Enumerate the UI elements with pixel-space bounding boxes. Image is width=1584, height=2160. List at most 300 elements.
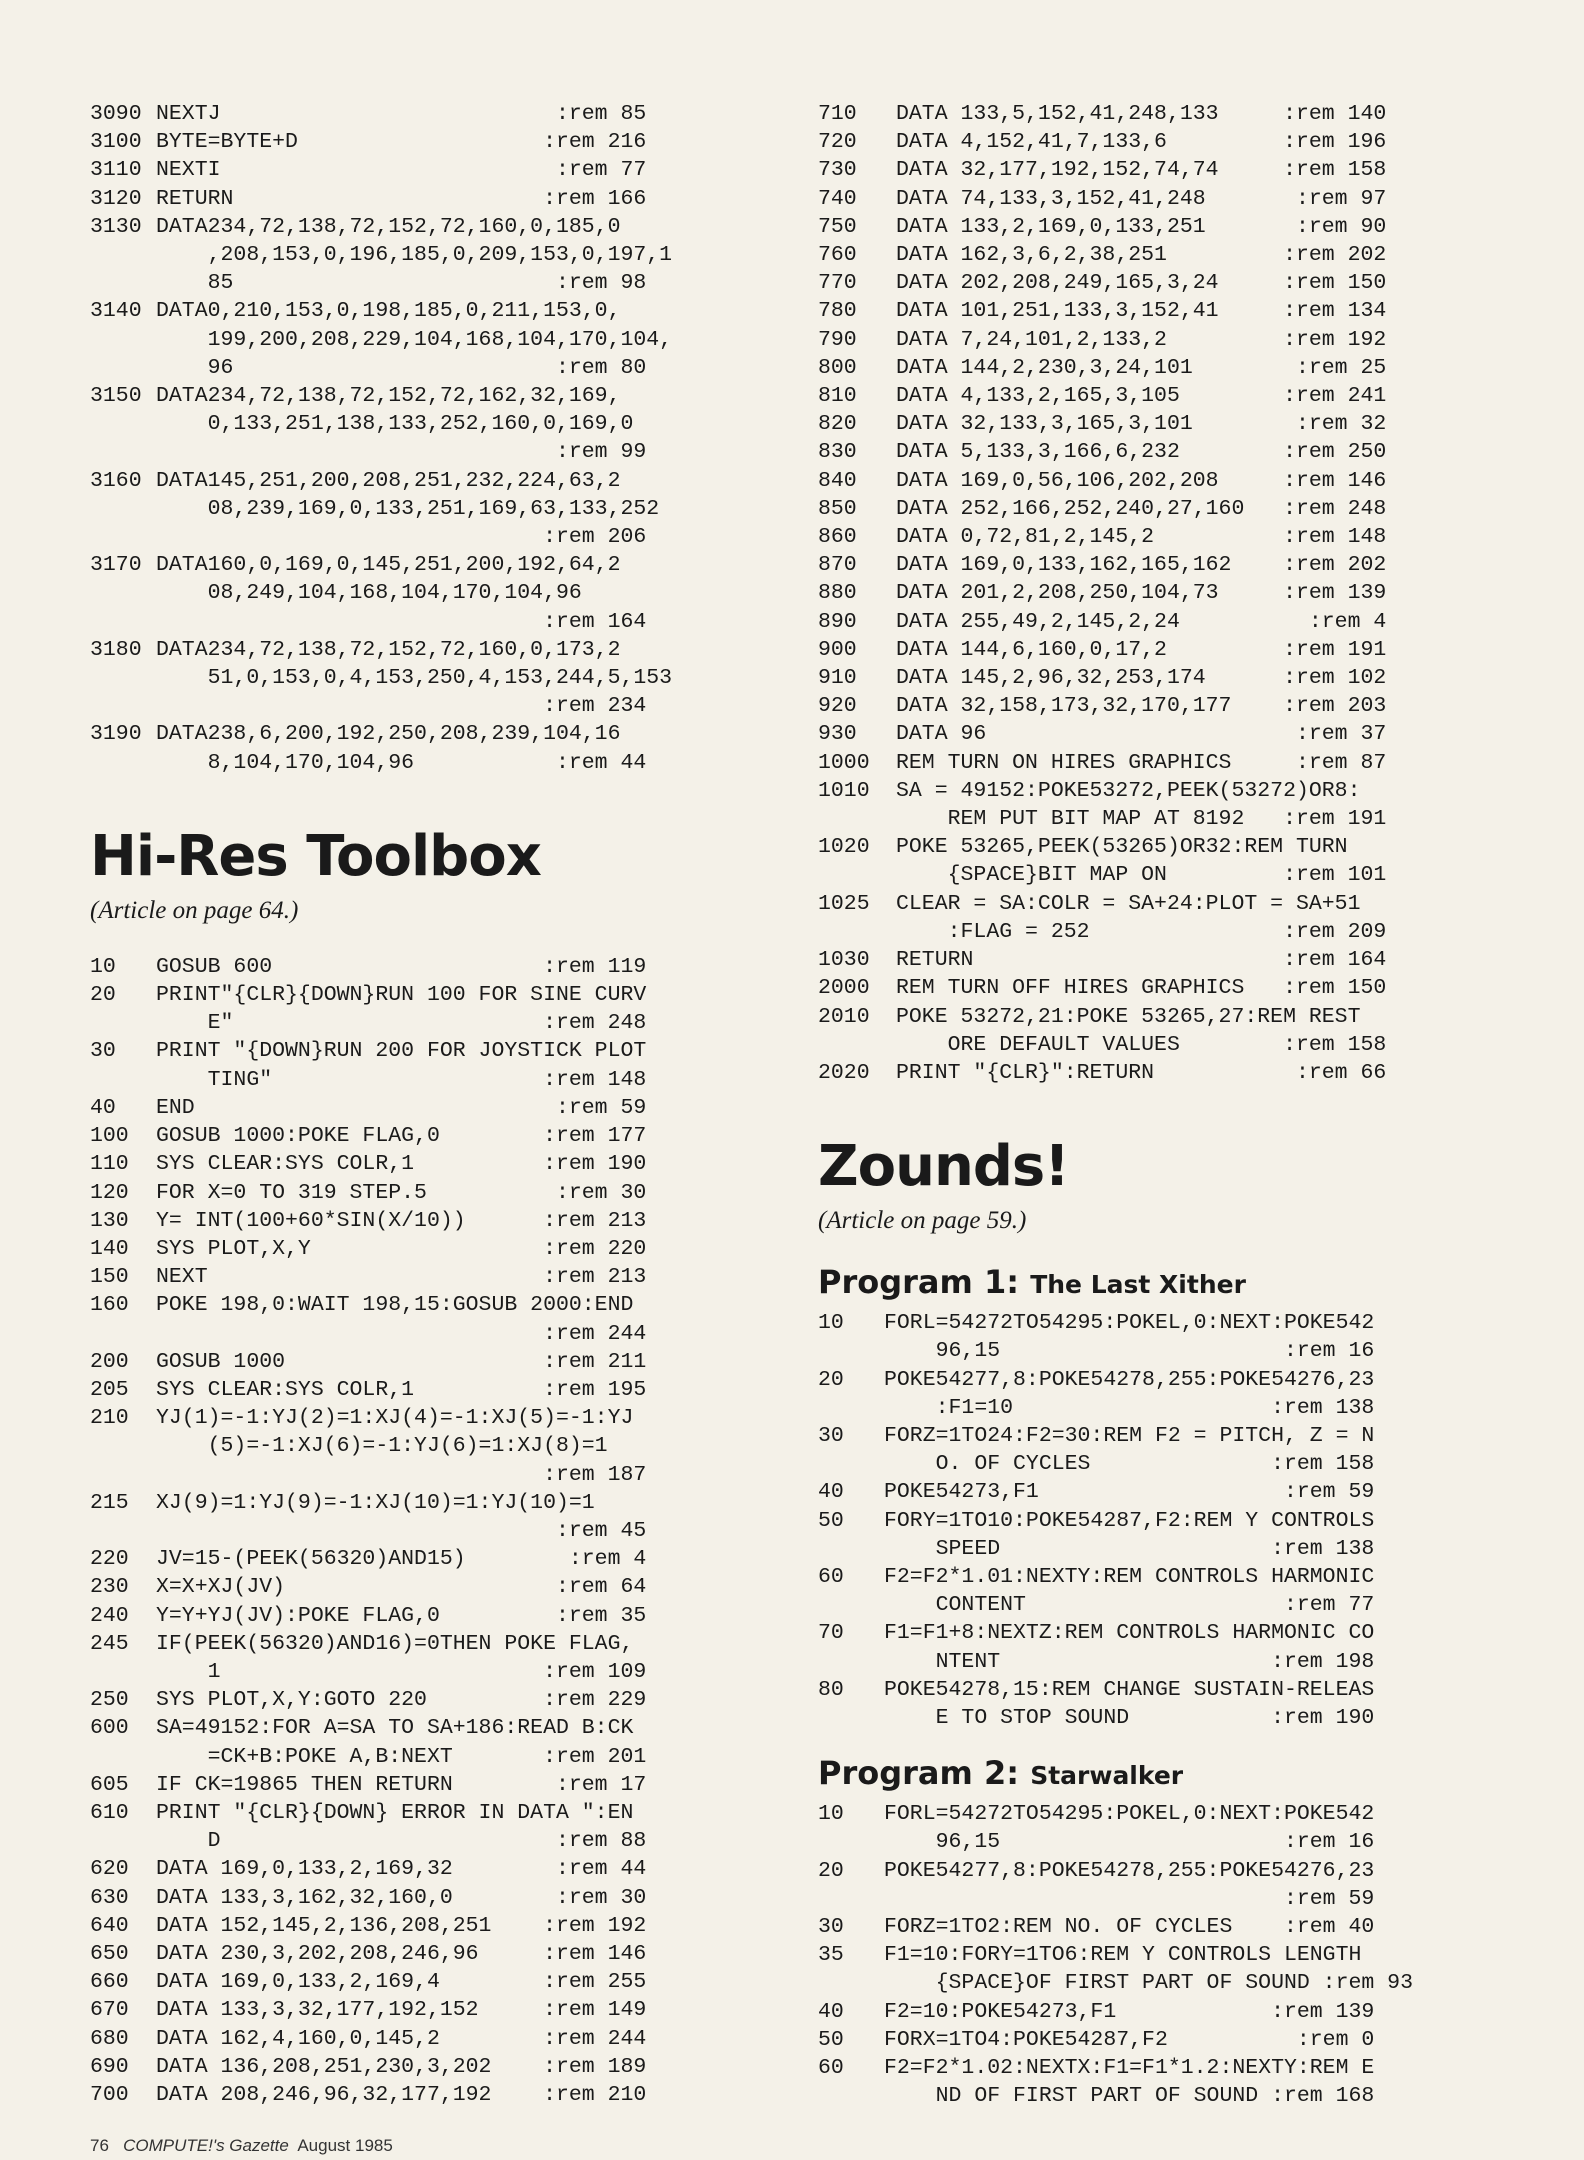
line-statement: DATA 144,6,160,0,17,2 xyxy=(896,637,1284,662)
line-checksum: :rem 250 xyxy=(1283,440,1387,465)
line-checksum: :rem 198 xyxy=(1271,1649,1375,1674)
line-number: 3110 xyxy=(90,158,142,183)
line-number: 120 xyxy=(90,1180,129,1205)
line-statement: DATA 32,158,173,32,170,177 xyxy=(896,694,1284,719)
code-line xyxy=(90,720,780,776)
program-2-listing xyxy=(818,1800,1458,2110)
line-code xyxy=(156,100,780,128)
line-statement: DATA 136,208,251,230,3,202 xyxy=(156,2054,544,2079)
line-statement: DATA 101,251,133,3,152,41 xyxy=(896,299,1284,324)
line-checksum: :rem 139 xyxy=(1271,1999,1375,2024)
line-statement: DATA 145,2,96,32,253,174 xyxy=(896,666,1284,691)
code-line xyxy=(818,1309,1458,1365)
line-number: 30 xyxy=(90,1039,116,1064)
code-line xyxy=(90,1207,780,1235)
line-number: 2020 xyxy=(818,1060,870,1085)
line-code xyxy=(896,495,1458,523)
line-number: 760 xyxy=(818,243,857,268)
line-code xyxy=(896,720,1458,748)
line-number: 3090 xyxy=(90,102,142,126)
line-checksum: :rem 177 xyxy=(543,1124,647,1149)
line-number: 10 xyxy=(818,1311,844,1336)
line-checksum: :rem 241 xyxy=(1283,384,1387,409)
line-code xyxy=(896,241,1458,269)
line-checksum: :rem 0 xyxy=(1296,2027,1375,2052)
line-checksum: :rem 191 xyxy=(1283,807,1387,832)
code-line xyxy=(818,185,1458,213)
line-number: 600 xyxy=(90,1716,129,1741)
line-code xyxy=(884,1941,1458,1997)
code-line xyxy=(818,974,1458,1002)
line-checksum: :rem 134 xyxy=(1283,299,1387,324)
line-number: 780 xyxy=(818,299,857,324)
line-statement: FORZ=1TO2:REM NO. OF CYCLES xyxy=(884,1914,1284,1939)
line-number: 40 xyxy=(90,1095,116,1120)
line-code xyxy=(156,1179,780,1207)
line-code xyxy=(896,100,1458,128)
line-code xyxy=(156,1771,780,1799)
line-number: 40 xyxy=(818,1480,844,1505)
line-number: 820 xyxy=(818,412,857,437)
line-number: 60 xyxy=(818,2055,844,2080)
program-2-name: Starwalker xyxy=(1030,1761,1184,1791)
line-number: 3100 xyxy=(90,130,142,155)
line-number: 80 xyxy=(818,1677,844,1702)
line-statement: IF(PEEK(56320)AND16)=0THEN POKE FLAG, 1 xyxy=(156,1631,634,1684)
code-line xyxy=(90,1291,780,1347)
line-number: 900 xyxy=(818,637,857,662)
line-number: 240 xyxy=(90,1603,129,1628)
listing-continuation xyxy=(90,100,780,777)
code-line xyxy=(818,1507,1458,1563)
line-checksum: :rem 44 xyxy=(555,750,647,775)
line-statement: DATA 133,5,152,41,248,133 xyxy=(896,102,1284,126)
code-line xyxy=(90,382,780,467)
line-statement: F1=F1+8:NEXTZ:REM CONTROLS HARMONIC CO NTENT xyxy=(884,1621,1375,1674)
line-number: 720 xyxy=(818,130,857,155)
code-line xyxy=(90,1376,780,1404)
line-statement: END xyxy=(156,1095,556,1120)
line-number: 20 xyxy=(818,1858,844,1883)
line-code xyxy=(896,551,1458,579)
code-line xyxy=(818,100,1458,128)
line-code xyxy=(156,1714,780,1770)
line-checksum: :rem 66 xyxy=(1295,1060,1387,1085)
line-checksum: :rem 213 xyxy=(543,1208,647,1233)
line-statement: F1=10:FORY=1TO6:REM Y CONTROLS LENGTH {SPACE}OF FIRST PART OF SOUND xyxy=(884,1943,1362,1996)
line-code xyxy=(156,1968,780,1996)
line-statement: F2=10:POKE54273,F1 xyxy=(884,1999,1272,2024)
line-statement: DATA 5,133,3,166,6,232 xyxy=(896,440,1284,465)
line-number: 50 xyxy=(818,1508,844,1533)
line-checksum: :rem 80 xyxy=(555,355,647,380)
line-checksum: :rem 146 xyxy=(543,1941,647,1966)
line-number: 770 xyxy=(818,271,857,296)
line-statement: GOSUB 600 xyxy=(156,954,544,979)
line-number: 70 xyxy=(818,1621,844,1646)
line-checksum: :rem 202 xyxy=(1283,243,1387,268)
line-checksum: :rem 202 xyxy=(1283,553,1387,578)
line-code xyxy=(896,185,1458,213)
line-number: 3190 xyxy=(90,722,142,747)
line-code xyxy=(896,156,1458,184)
line-code xyxy=(896,382,1458,410)
issue-date: August 1985 xyxy=(297,2136,393,2155)
line-code xyxy=(896,664,1458,692)
line-statement: DATA 169,0,56,106,202,208 xyxy=(896,468,1284,493)
line-checksum: :rem 192 xyxy=(543,1913,647,1938)
line-code xyxy=(896,636,1458,664)
line-checksum: :rem 164 xyxy=(1283,948,1387,973)
code-line xyxy=(90,1263,780,1291)
line-number: 910 xyxy=(818,666,857,691)
line-code xyxy=(156,213,780,298)
line-code xyxy=(896,579,1458,607)
line-statement: RETURN xyxy=(156,186,544,211)
line-code xyxy=(156,1996,780,2024)
page-footer xyxy=(90,2136,393,2156)
code-line xyxy=(818,720,1458,748)
zounds-title: Zounds! xyxy=(818,1134,1069,1200)
line-code xyxy=(156,156,780,184)
line-code xyxy=(896,467,1458,495)
line-checksum: :rem 158 xyxy=(1271,1452,1375,1477)
line-checksum: :rem 220 xyxy=(543,1236,647,1261)
line-statement: JV=15-(PEEK(56320)AND15) xyxy=(156,1547,569,1572)
line-code xyxy=(156,185,780,213)
line-checksum: :rem 255 xyxy=(543,1970,647,1995)
line-checksum: :rem 25 xyxy=(1295,355,1387,380)
line-checksum: :rem 216 xyxy=(543,130,647,155)
code-line xyxy=(818,269,1458,297)
line-statement: FORL=54272TO54295:POKEL,0:NEXT:POKE542 96,15 xyxy=(884,1802,1375,1855)
right-column xyxy=(818,100,1458,2110)
line-checksum: :rem 99 xyxy=(555,440,647,465)
line-checksum: :rem 191 xyxy=(1283,637,1387,662)
line-code xyxy=(896,946,1458,974)
line-number: 250 xyxy=(90,1688,129,1713)
line-checksum: :rem 98 xyxy=(555,271,647,296)
line-code xyxy=(156,1573,780,1601)
line-checksum: :rem 209 xyxy=(1283,919,1387,944)
line-number: 3140 xyxy=(90,299,142,324)
line-statement: DATA 96 xyxy=(896,722,1296,747)
code-line xyxy=(818,692,1458,720)
line-checksum: :rem 139 xyxy=(1283,581,1387,606)
line-number: 3180 xyxy=(90,637,142,662)
code-line xyxy=(90,1912,780,1940)
line-checksum: :rem 148 xyxy=(1283,525,1387,550)
line-checksum: :rem 196 xyxy=(1283,130,1387,155)
code-line xyxy=(818,1800,1458,1856)
line-code xyxy=(156,1235,780,1263)
line-statement: DATA 162,3,6,2,38,251 xyxy=(896,243,1284,268)
line-checksum: :rem 146 xyxy=(1283,468,1387,493)
line-statement: FORX=1TO4:POKE54287,F2 xyxy=(884,2027,1297,2052)
code-line xyxy=(818,410,1458,438)
line-checksum: :rem 244 xyxy=(543,1321,647,1346)
line-statement: BYTE=BYTE+D xyxy=(156,130,544,155)
line-code xyxy=(884,2054,1458,2110)
line-statement: DATA 152,145,2,136,208,251 xyxy=(156,1913,544,1938)
line-checksum: :rem 45 xyxy=(555,1518,647,1543)
line-checksum: :rem 211 xyxy=(543,1349,647,1374)
line-checksum: :rem 77 xyxy=(1283,1593,1375,1618)
line-statement: SA = 49152:POKE53272,PEEK(53272)OR8: REM PUT BIT MAP AT 8192 xyxy=(896,778,1361,832)
code-line xyxy=(90,213,780,298)
code-line xyxy=(90,1122,780,1150)
line-code xyxy=(156,2025,780,2053)
line-code xyxy=(884,2026,1458,2054)
line-statement: CLEAR = SA:COLR = SA+24:PLOT = SA+51 :FLAG = 252 xyxy=(896,891,1361,944)
line-checksum: :rem 59 xyxy=(555,1095,647,1120)
hires-toolbox-title: Hi-Res Toolbox xyxy=(90,823,541,889)
line-number: 740 xyxy=(818,186,857,211)
line-number: 1030 xyxy=(818,948,870,973)
line-checksum: :rem 35 xyxy=(555,1603,647,1628)
code-line xyxy=(818,1003,1458,1059)
code-line xyxy=(818,156,1458,184)
line-code xyxy=(896,1003,1458,1059)
line-statement: DATA 32,133,3,165,3,101 xyxy=(896,412,1296,437)
line-statement: RETURN xyxy=(896,948,1284,973)
line-number: 840 xyxy=(818,468,857,493)
code-line xyxy=(818,326,1458,354)
line-number: 750 xyxy=(818,214,857,239)
line-checksum: :rem 37 xyxy=(1295,722,1387,747)
hires-toolbox-subtitle: (Article on page 64.) xyxy=(90,896,299,924)
line-checksum: :rem 158 xyxy=(1283,1032,1387,1057)
code-line xyxy=(90,1573,780,1601)
program-1-label: Program 1: xyxy=(818,1263,1020,1302)
code-line xyxy=(818,777,1458,833)
line-number: 3160 xyxy=(90,468,142,493)
line-number: 605 xyxy=(90,1772,129,1797)
code-line xyxy=(818,382,1458,410)
line-checksum: :rem 16 xyxy=(1283,1830,1375,1855)
line-checksum: :rem 190 xyxy=(543,1152,647,1177)
line-statement: GOSUB 1000 xyxy=(156,1349,544,1374)
line-code xyxy=(896,297,1458,325)
line-code xyxy=(896,777,1458,833)
line-checksum: :rem 138 xyxy=(1271,1395,1375,1420)
line-statement: PRINT"{CLR}{DOWN}RUN 100 FOR SINE CURV E" xyxy=(156,983,647,1036)
code-line xyxy=(818,890,1458,946)
code-line xyxy=(90,1968,780,1996)
line-statement: SYS PLOT,X,Y xyxy=(156,1236,544,1261)
line-statement: DATA160,0,169,0,145,251,200,192,64,2 08,249,104,168,104,170,104,96 xyxy=(156,553,621,606)
line-checksum: :rem 59 xyxy=(1283,1886,1375,1911)
code-line xyxy=(818,2054,1458,2110)
line-code xyxy=(884,1478,1458,1506)
line-number: 245 xyxy=(90,1631,129,1656)
code-line xyxy=(90,1348,780,1376)
code-line xyxy=(818,354,1458,382)
program-2-label: Program 2: xyxy=(818,1754,1020,1793)
line-statement: DATA234,72,138,72,152,72,160,0,173,2 51,0,153,0,4,153,250,4,153,244,5,153 xyxy=(156,637,673,691)
line-number: 610 xyxy=(90,1800,129,1825)
zounds-subtitle: (Article on page 59.) xyxy=(818,1207,1027,1235)
code-line xyxy=(90,1799,780,1855)
line-statement: POKE54273,F1 xyxy=(884,1480,1284,1505)
line-number: 870 xyxy=(818,553,857,578)
code-line xyxy=(818,1059,1458,1087)
line-code xyxy=(156,467,780,552)
code-line xyxy=(90,1235,780,1263)
line-checksum: :rem 168 xyxy=(1271,2084,1375,2109)
line-code xyxy=(156,128,780,156)
line-code xyxy=(156,1291,780,1347)
program-1-listing xyxy=(818,1309,1458,1732)
code-line xyxy=(90,1996,780,2024)
code-line xyxy=(818,241,1458,269)
line-number: 810 xyxy=(818,384,857,409)
line-checksum: :rem 158 xyxy=(1283,158,1387,183)
line-checksum: :rem 109 xyxy=(543,1659,647,1684)
line-statement: POKE54277,8:POKE54278,255:POKE54276,23 :F1=10 xyxy=(884,1367,1375,1420)
line-number: 1020 xyxy=(818,835,870,860)
line-number: 2000 xyxy=(818,976,870,1001)
line-code xyxy=(156,1912,780,1940)
code-line xyxy=(90,2053,780,2081)
line-code xyxy=(156,1884,780,1912)
line-code xyxy=(884,1507,1458,1563)
line-code xyxy=(156,551,780,636)
line-code xyxy=(156,2053,780,2081)
line-statement: POKE 53265,PEEK(53265)OR32:REM TURN {SPACE}BIT MAP ON xyxy=(896,835,1348,888)
code-line xyxy=(90,1150,780,1178)
line-statement: POKE 53272,21:POKE 53265,27:REM REST ORE DEFAULT VALUES xyxy=(896,1004,1361,1057)
line-statement: SYS CLEAR:SYS COLR,1 xyxy=(156,1152,544,1177)
line-code xyxy=(896,608,1458,636)
line-checksum: :rem 88 xyxy=(555,1829,647,1854)
line-number: 110 xyxy=(90,1152,129,1177)
line-checksum: :rem 164 xyxy=(543,609,647,634)
line-statement: FOR X=0 TO 319 STEP.5 xyxy=(156,1180,556,1205)
line-checksum: :rem 150 xyxy=(1283,271,1387,296)
line-number: 670 xyxy=(90,1998,129,2023)
line-statement: SYS CLEAR:SYS COLR,1 xyxy=(156,1377,544,1402)
code-line xyxy=(818,213,1458,241)
line-statement: DATA 32,177,192,152,74,74 xyxy=(896,158,1284,183)
hires-toolbox-listing xyxy=(90,953,780,2109)
code-line xyxy=(90,1037,780,1093)
line-checksum: :rem 248 xyxy=(1283,496,1387,521)
code-line xyxy=(818,1676,1458,1732)
line-number: 790 xyxy=(818,327,857,352)
line-statement: POKE54277,8:POKE54278,255:POKE54276,23 xyxy=(884,1858,1375,1883)
line-number: 220 xyxy=(90,1547,129,1572)
code-line xyxy=(818,467,1458,495)
line-checksum: :rem 138 xyxy=(1271,1536,1375,1561)
code-line xyxy=(90,1855,780,1883)
line-statement: DATA 208,246,96,32,177,192 xyxy=(156,2083,544,2107)
code-line xyxy=(818,608,1458,636)
line-number: 215 xyxy=(90,1490,129,1515)
line-checksum: :rem 30 xyxy=(555,1885,647,1910)
code-line xyxy=(90,100,780,128)
line-number: 710 xyxy=(818,102,857,126)
line-statement: DATA 230,3,202,208,246,96 xyxy=(156,1941,544,1966)
line-number: 20 xyxy=(90,983,116,1008)
line-checksum: :rem 195 xyxy=(543,1377,647,1402)
line-code xyxy=(156,297,780,382)
line-statement: DATA 133,3,162,32,160,0 xyxy=(156,1885,556,1910)
line-code xyxy=(896,438,1458,466)
line-number: 10 xyxy=(90,954,116,979)
code-line xyxy=(818,749,1458,777)
code-line xyxy=(818,128,1458,156)
code-line xyxy=(818,551,1458,579)
line-number: 830 xyxy=(818,440,857,465)
code-line xyxy=(818,636,1458,664)
line-number: 30 xyxy=(818,1423,844,1448)
line-number: 150 xyxy=(90,1265,129,1290)
line-statement: SYS PLOT,X,Y:GOTO 220 xyxy=(156,1688,544,1713)
code-line xyxy=(90,156,780,184)
line-number: 860 xyxy=(818,525,857,550)
line-number: 690 xyxy=(90,2054,129,2079)
line-checksum: :rem 102 xyxy=(1283,666,1387,691)
line-number: 680 xyxy=(90,2026,129,2051)
line-code xyxy=(156,2081,780,2109)
line-statement: DATA 4,152,41,7,133,6 xyxy=(896,130,1284,155)
line-number: 630 xyxy=(90,1885,129,1910)
line-number: 200 xyxy=(90,1349,129,1374)
line-checksum: :rem 190 xyxy=(1271,1705,1375,1730)
line-statement: F2=F2*1.01:NEXTY:REM CONTROLS HARMONIC CONTENT xyxy=(884,1564,1375,1618)
line-statement: Y=Y+YJ(JV):POKE FLAG,0 xyxy=(156,1603,556,1628)
line-number: 1010 xyxy=(818,778,870,803)
code-line xyxy=(90,128,780,156)
line-checksum: :rem 229 xyxy=(543,1688,647,1713)
line-statement: F2=F2*1.02:NEXTX:F1=F1*1.2:NEXTY:REM E ND OF FIRST PART OF SOUND xyxy=(884,2055,1375,2109)
program-1-heading xyxy=(818,1263,1458,1301)
line-checksum: :rem 248 xyxy=(543,1011,647,1036)
line-checksum: :rem 189 xyxy=(543,2054,647,2079)
line-checksum: :rem 16 xyxy=(1283,1339,1375,1364)
publication-name: COMPUTE!'s Gazette xyxy=(123,2136,289,2155)
line-code xyxy=(896,833,1458,889)
line-checksum: :rem 213 xyxy=(543,1265,647,1290)
line-number: 35 xyxy=(818,1943,844,1968)
line-code xyxy=(884,1422,1458,1478)
line-checksum: :rem 30 xyxy=(555,1180,647,1205)
line-checksum: :rem 210 xyxy=(543,2083,647,2107)
line-statement: FORL=54272TO54295:POKEL,0:NEXT:POKE542 96,15 xyxy=(884,1311,1375,1364)
line-statement: IF CK=19865 THEN RETURN xyxy=(156,1772,556,1797)
line-statement: DATA238,6,200,192,250,208,239,104,16 8,104,170,104,96 xyxy=(156,722,621,775)
line-checksum: :rem 64 xyxy=(555,1575,647,1600)
line-code xyxy=(884,1563,1458,1619)
line-code xyxy=(156,1348,780,1376)
line-code xyxy=(896,974,1458,1002)
code-line xyxy=(90,953,780,981)
line-code xyxy=(156,1404,780,1489)
line-number: 100 xyxy=(90,1124,129,1149)
line-number: 140 xyxy=(90,1236,129,1261)
line-checksum: :rem 206 xyxy=(543,525,647,550)
code-line xyxy=(818,1941,1458,1997)
line-code xyxy=(896,354,1458,382)
line-code xyxy=(896,692,1458,720)
line-statement: PRINT "{CLR}":RETURN xyxy=(896,1060,1296,1085)
line-statement: YJ(1)=-1:YJ(2)=1:XJ(4)=-1:XJ(5)=-1:YJ (5)=-1:XJ(6)=-1:YJ(6)=1:XJ(8)=1 xyxy=(156,1406,634,1459)
code-line xyxy=(818,2026,1458,2054)
line-number: 930 xyxy=(818,722,857,747)
line-checksum: :rem 17 xyxy=(555,1772,647,1797)
line-number: 30 xyxy=(818,1914,844,1939)
